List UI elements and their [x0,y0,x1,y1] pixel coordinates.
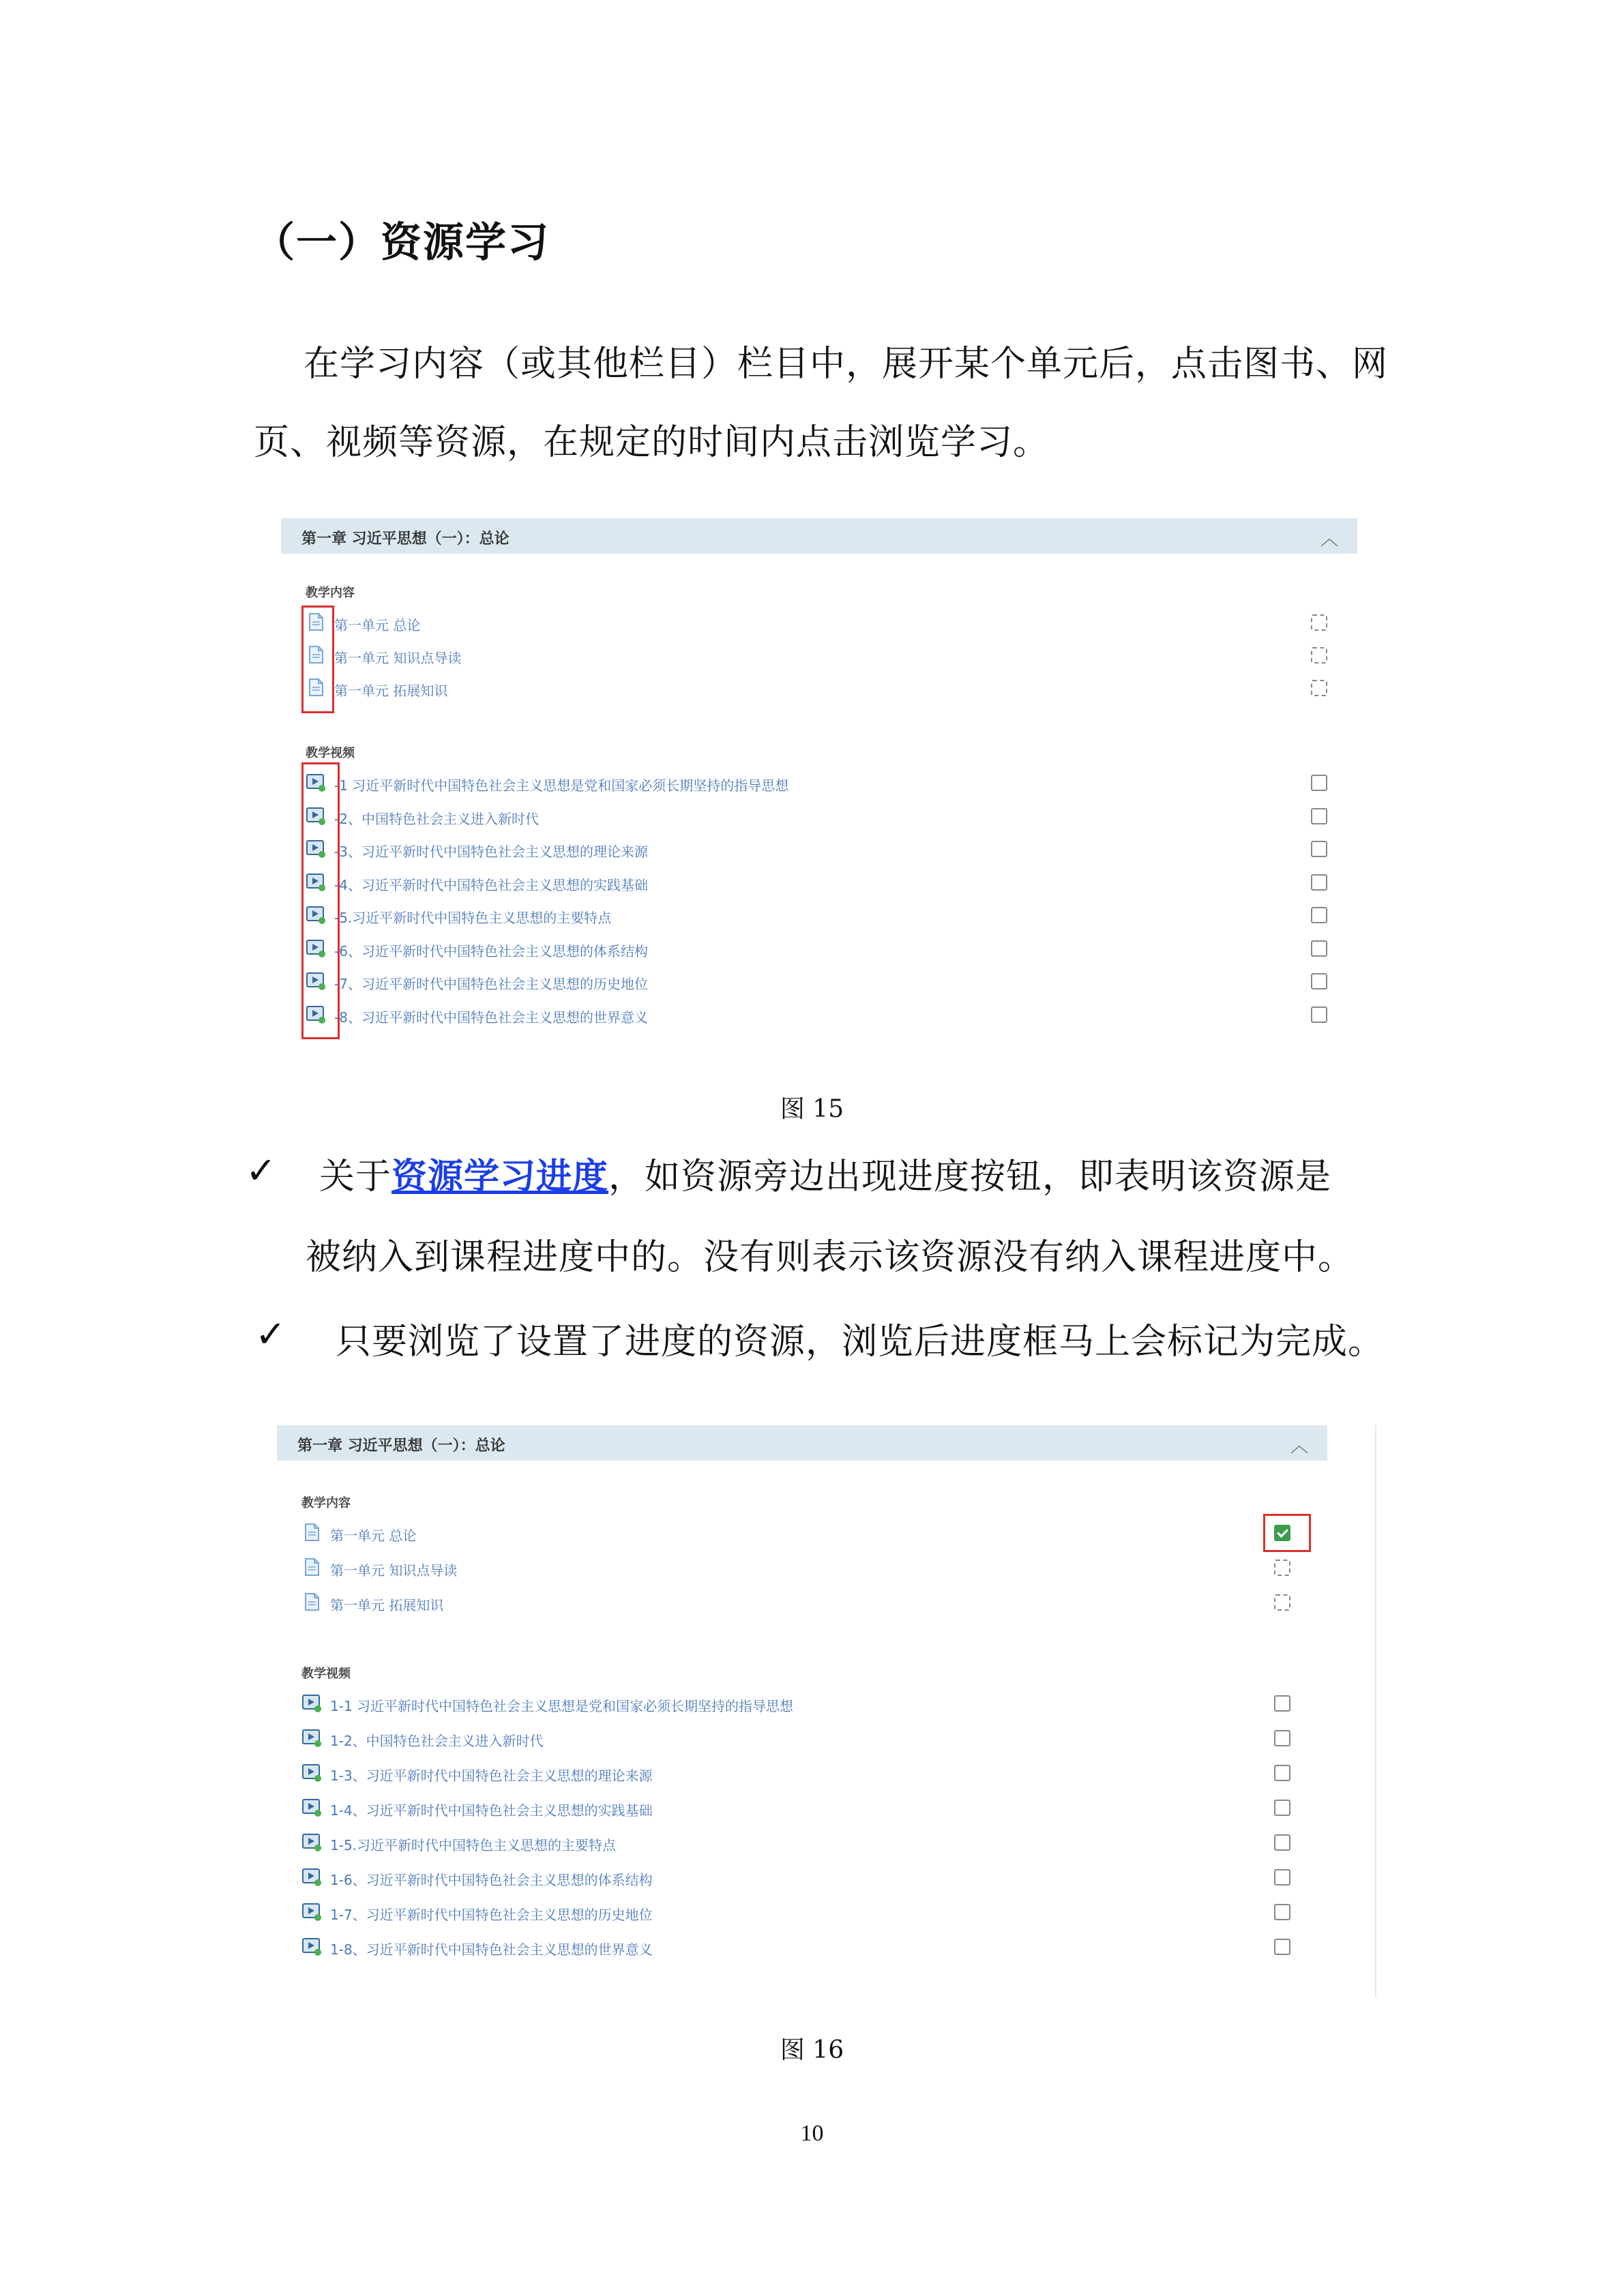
content-item[interactable] [301,1522,1375,1545]
progress-checkbox[interactable] [1274,1834,1290,1851]
highlight-box-completed-checkbox [1263,1514,1311,1552]
progress-checkbox[interactable] [1274,1939,1290,1955]
progress-checkbox[interactable] [1311,841,1327,857]
progress-checkbox[interactable] [1274,1730,1290,1746]
content-item[interactable] [301,1592,1375,1615]
figure-15-screenshot [281,518,1357,1050]
video-item-label[interactable]: -8、习近平新时代中国特色社会主义思想的世界意义 [334,1009,648,1026]
video-item[interactable] [301,1727,1375,1750]
page-number: 10 [800,2121,824,2146]
video-item[interactable] [306,970,1357,994]
check-icon: ✓ [246,1149,277,1192]
video-item-label[interactable]: -6、习近平新时代中国特色社会主义思想的体系结构 [334,942,648,959]
intro-line-2: 页、视频等资源，在规定的时间内点击浏览学习。 [254,422,1050,463]
progress-checkbox[interactable] [1274,1904,1290,1920]
video-icon [301,1762,322,1783]
progress-checkbox[interactable] [1311,940,1327,957]
highlight-box-content-icons [301,606,334,713]
video-icon [301,1832,322,1852]
content-item[interactable] [306,677,1357,700]
video-item[interactable] [301,1936,1375,1959]
bullet-1-line-1 [319,1156,1332,1197]
document-icon [301,1592,322,1612]
video-item-label[interactable]: 1-7、习近平新时代中国特色社会主义思想的历史地位 [330,1907,653,1923]
content-item-label[interactable]: 第一单元 知识点导读 [334,650,462,666]
bullet-2: 只要浏览了设置了进度的资源，浏览后进度框马上会标记为完成。 [336,1322,1385,1362]
video-item[interactable] [301,1832,1375,1855]
section-label-content: 教学内容 [306,586,355,600]
video-item[interactable] [301,1762,1375,1785]
video-icon [301,1727,322,1748]
content-item[interactable] [301,1557,1375,1580]
figure-16-caption: 图 16 [780,2036,844,2064]
video-item-label[interactable]: 1-4、习近平新时代中国特色社会主义思想的实践基础 [330,1802,653,1819]
video-item-label[interactable]: 1-8、习近平新时代中国特色社会主义思想的世界意义 [330,1941,653,1958]
video-item-label[interactable]: 1-3、习近平新时代中国特色社会主义思想的理论来源 [330,1768,653,1784]
bullet-1-prefix: 关于 [319,1157,392,1197]
progress-checkbox[interactable] [1311,775,1327,791]
content-item-label[interactable]: 第一单元 总论 [334,617,421,633]
video-item[interactable] [306,838,1357,861]
video-item-label[interactable]: -5.习近平新时代中国特色主义思想的主要特点 [334,910,612,926]
progress-checkbox[interactable] [1311,614,1327,631]
section-heading: （一）资源学习 [254,219,550,267]
video-item[interactable] [306,772,1357,795]
progress-checkbox[interactable] [1274,1594,1290,1611]
video-item-label[interactable]: -7、习近平新时代中国特色社会主义思想的历史地位 [334,976,648,992]
progress-checkbox[interactable] [1311,1007,1327,1023]
video-item-label[interactable]: -1 习近平新时代中国特色社会主义思想是党和国家必须长期坚持的指导思想 [334,777,789,794]
progress-checkbox[interactable] [1311,874,1327,891]
video-item[interactable] [301,1866,1375,1890]
chapter-header[interactable] [281,518,1357,554]
video-item[interactable] [306,904,1357,927]
content-item-label[interactable]: 第一单元 知识点导读 [330,1562,458,1579]
video-item[interactable] [306,938,1357,961]
progress-checkbox[interactable] [1311,680,1327,696]
video-item-label[interactable]: -4、习近平新时代中国特色社会主义思想的实践基础 [334,876,648,893]
check-icon: ✓ [255,1313,286,1356]
chapter-title: 第一章 习近平思想（一）：总论 [297,1437,505,1455]
bullet-1-suffix: ，如资源旁边出现进度按钮，即表明该资源是 [608,1157,1332,1197]
video-icon [301,1901,322,1922]
video-item-label[interactable]: 1-6、习近平新时代中国特色社会主义思想的体系结构 [330,1872,653,1888]
section-label-video: 教学视频 [306,746,355,760]
video-icon [301,1866,322,1887]
chapter-title: 第一章 习近平思想（一）：总论 [301,531,510,548]
video-item-label[interactable]: 1-2、中国特色社会主义进入新时代 [330,1733,544,1749]
video-item[interactable] [301,1693,1375,1716]
video-item-label[interactable]: 1-1 习近平新时代中国特色社会主义思想是党和国家必须长期坚持的指导思想 [330,1698,794,1714]
video-item[interactable] [301,1901,1375,1924]
video-item[interactable] [301,1797,1375,1820]
chevron-up-icon[interactable]: ︿ [1290,1436,1308,1457]
progress-checkbox[interactable] [1274,1869,1290,1885]
progress-checkbox[interactable] [1311,973,1327,989]
highlight-box-video-icons [301,762,340,1039]
progress-checkbox[interactable] [1274,1560,1290,1576]
progress-checkbox[interactable] [1311,647,1327,664]
content-item-label[interactable]: 第一单元 拓展知识 [330,1597,444,1613]
content-item-label[interactable]: 第一单元 总论 [330,1527,417,1544]
content-item-label[interactable]: 第一单元 拓展知识 [334,683,448,699]
video-item[interactable] [306,1004,1357,1027]
figure-15-caption: 图 15 [780,1095,844,1123]
video-item-label[interactable]: 1-5.习近平新时代中国特色主义思想的主要特点 [330,1837,617,1853]
video-item-label[interactable]: -2、中国特色社会主义进入新时代 [334,810,539,827]
intro-line-1: 在学习内容（或其他栏目）栏目中，展开某个单元后，点击图书、网 [304,344,1389,385]
progress-checkbox[interactable] [1311,907,1327,923]
bullet-1-line-2: 被纳入到课程进度中的。没有则表示该资源没有纳入课程进度中。 [306,1237,1355,1278]
document-icon [301,1522,322,1542]
progress-checkbox[interactable] [1274,1800,1290,1816]
progress-checkbox[interactable] [1274,1695,1290,1712]
video-icon [301,1693,322,1713]
figure-16-screenshot [277,1425,1376,1998]
chevron-up-icon[interactable]: ︿ [1320,529,1338,550]
video-icon [301,1936,322,1956]
content-item[interactable] [306,644,1357,668]
progress-link[interactable]: 资源学习进度 [392,1156,609,1197]
progress-checkbox[interactable] [1274,1765,1290,1781]
video-item[interactable] [306,871,1357,895]
video-item-label[interactable]: -3、习近平新时代中国特色社会主义思想的理论来源 [334,844,648,860]
video-icon [301,1797,322,1817]
progress-checkbox[interactable] [1311,808,1327,824]
document-icon [301,1557,322,1577]
chapter-header[interactable] [277,1425,1327,1461]
section-label-content: 教学内容 [301,1496,351,1510]
content-item[interactable] [306,612,1357,635]
video-item[interactable] [306,805,1357,829]
section-label-video: 教学视频 [301,1667,351,1681]
